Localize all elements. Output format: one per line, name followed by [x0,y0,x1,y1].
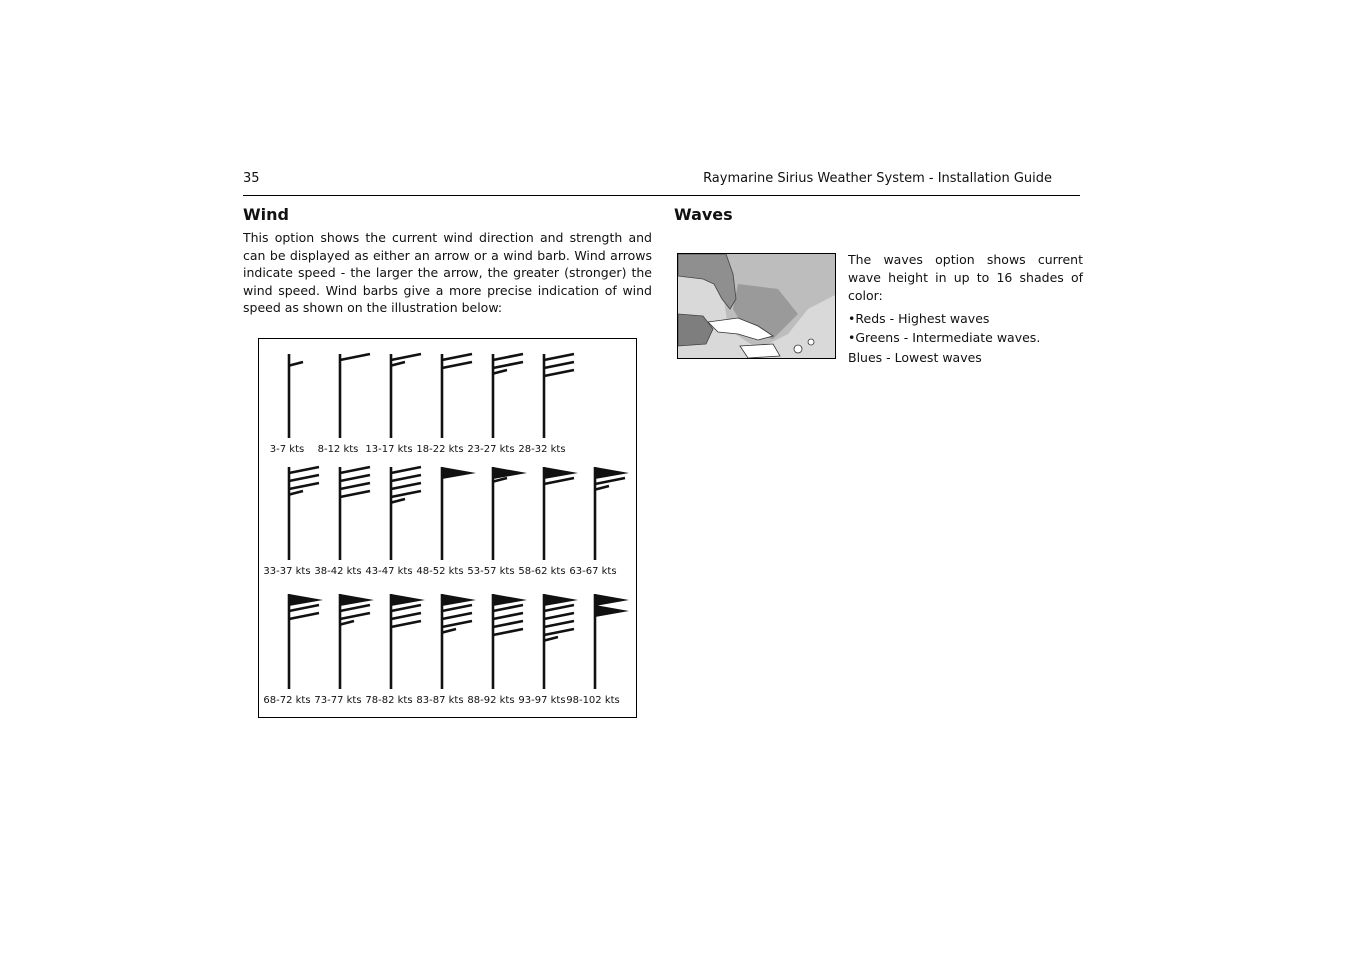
barb-half [493,370,507,374]
waves-list [848,309,1083,347]
waves-item-desc: Highest waves [898,311,990,326]
barb-pennant [595,594,629,606]
barb-full [391,475,421,481]
barb-full [493,629,523,635]
barb-half [544,637,558,641]
barb-full [340,605,370,611]
wave-map-graphic [678,254,836,359]
barb-full [289,475,319,481]
barb-full [340,354,370,360]
barb-full [340,483,370,489]
barb-speed-label: 78-82 kts [365,695,413,706]
barb-speed-label: 98-102 kts [566,695,620,706]
barb-full [391,605,421,611]
barb-full [340,491,370,497]
barb-speed-label: 23-27 kts [467,444,515,455]
barb-pennant [493,467,527,479]
barb-half [289,362,303,366]
map-island-east [794,345,802,353]
barb-full [544,613,574,619]
barb-full [442,621,472,627]
barb-speed-label: 58-62 kts [518,566,566,577]
barb-speed-label: 43-47 kts [365,566,413,577]
barb-full [391,491,421,497]
barb-speed-label: 38-42 kts [314,566,362,577]
barb-half [391,499,405,503]
barb-speed-label: 63-67 kts [569,566,617,577]
barb-full [544,362,574,368]
barb-full [442,605,472,611]
barb-full [391,467,421,473]
barb-speed-label: 83-87 kts [416,695,464,706]
barb-full [544,629,574,635]
barb-full [544,370,574,376]
barb-speed-label: 8-12 kts [317,444,359,455]
waves-note: Blues - Lowest waves [848,350,982,365]
barb-speed-label: 88-92 kts [467,695,515,706]
barb-speed-label: 3-7 kts [269,444,305,455]
wave-map-image [677,253,836,359]
barb-full [340,475,370,481]
waves-heading: Waves [674,205,733,224]
barb-full [289,605,319,611]
barb-full [493,362,523,368]
barb-full [544,621,574,627]
barb-full [493,354,523,360]
barb-full [340,467,370,473]
running-header: Raymarine Sirius Weather System - Installation Guide [703,171,1052,186]
barb-full [544,605,574,611]
barb-speed-label: 68-72 kts [263,695,311,706]
map-island-small [808,339,814,345]
barb-full [391,354,421,360]
waves-text [848,251,1083,367]
header-rule [243,195,1080,196]
barb-full [289,467,319,473]
barb-full [442,354,472,360]
barb-full [442,362,472,368]
barb-full [391,621,421,627]
barb-speed-label: 13-17 kts [365,444,413,455]
barb-speed-label: 48-52 kts [416,566,464,577]
barb-full [289,483,319,489]
barb-full [340,613,370,619]
barb-speed-label: 28-32 kts [518,444,566,455]
barb-full [493,605,523,611]
barb-full [289,613,319,619]
waves-item-reds: •Reds - Highest waves [848,309,1083,328]
barb-full [442,613,472,619]
wind-body: This option shows the current wind direction and strength and can be displayed as either an arrow or a wind barb. Wind arrows indicate speed - the larger the arrow, the greater (stronger) the wind speed. Wind barbs give a more precise indication of wind speed as shown on the illustration below: [243,230,652,315]
barb-speed-label: 93-97 kts [518,695,566,706]
barb-full [493,621,523,627]
barb-full [544,354,574,360]
barb-pennant [595,605,629,617]
barb-full [391,613,421,619]
barb-speed-label: 33-37 kts [263,566,311,577]
waves-item-greens: •Greens - Intermediate waves. [848,328,1083,347]
barb-full [595,478,625,484]
wind-barb-illustration [259,339,638,719]
barb-speed-label: 18-22 kts [416,444,464,455]
barb-pennant [442,467,476,479]
barb-half [289,491,303,495]
barb-full [544,478,574,484]
page-number: 35 [243,171,260,186]
waves-item-name: Greens [855,330,900,345]
barb-speed-label: 73-77 kts [314,695,362,706]
waves-item-desc: Intermediate waves. [912,330,1041,345]
waves-item-name: Reds [855,311,886,326]
wind-barb-figure [258,338,637,718]
barb-half [391,362,405,366]
barb-half [340,621,354,625]
barb-full [493,613,523,619]
barb-half [442,629,456,633]
waves-intro: The waves option shows current wave height in up to 16 shades of color: [848,252,1083,303]
barb-full [391,483,421,489]
wind-heading: Wind [243,205,289,224]
barb-half [595,486,609,490]
barb-speed-label: 53-57 kts [467,566,515,577]
